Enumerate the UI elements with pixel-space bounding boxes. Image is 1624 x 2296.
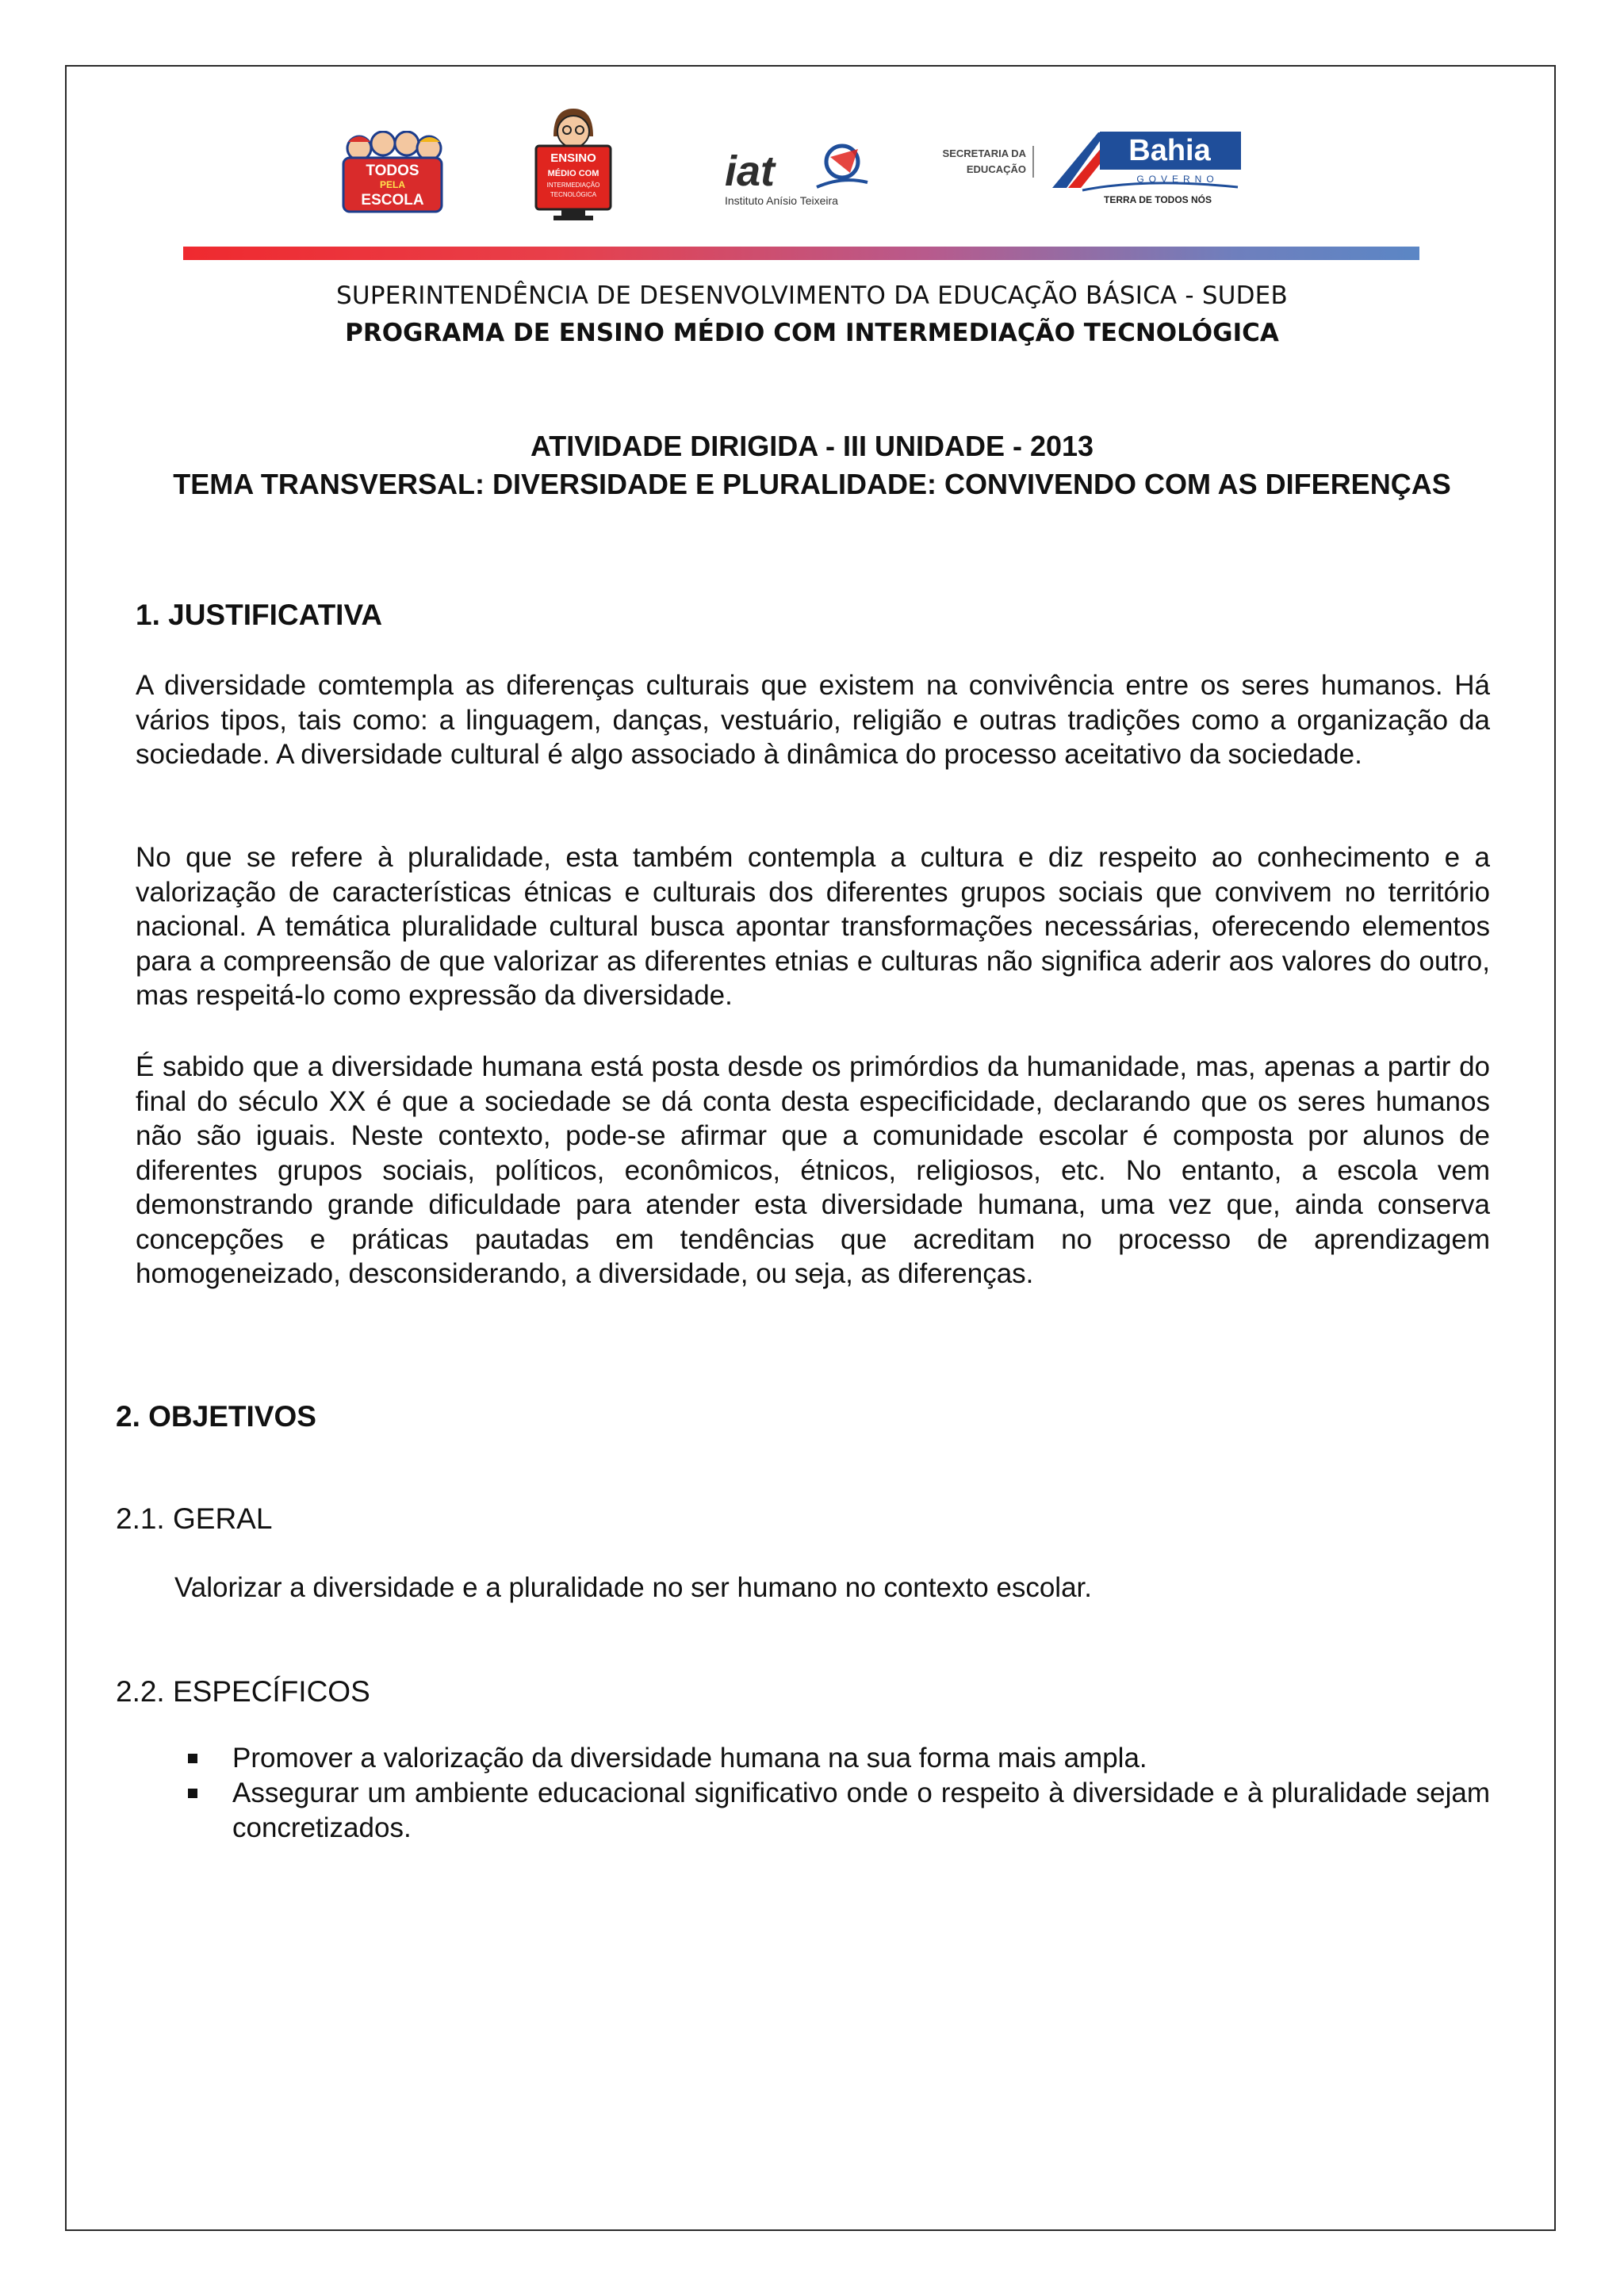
header-sudeb: SUPERINTENDÊNCIA DE DESENVOLVIMENTO DA EDUCAÇÃO BÁSICA - SUDEB <box>336 281 1288 310</box>
bahia-slogan: TERRA DE TODOS NÓS <box>1103 194 1212 205</box>
iat-logo <box>723 135 890 214</box>
bahia-name: Bahia <box>1128 134 1211 167</box>
ensino-line1: ENSINO <box>550 151 596 165</box>
secretaria-line2: EDUCAÇÃO <box>966 163 1026 175</box>
header-gradient-bar <box>183 247 1419 260</box>
document-title: ATIVIDADE DIRIGIDA - III UNIDADE - 2013 <box>530 430 1094 462</box>
ensino-medio-logo <box>530 105 617 224</box>
iat-name: iat <box>725 147 776 195</box>
document-theme: TEMA TRANSVERSAL: DIVERSIDADE E PLURALIDADE: CONVIVENDO COM AS DIFERENÇAS <box>173 468 1451 500</box>
justificativa-paragraph: A diversidade comtempla as diferenças culturais que existem na convivência entre os seres humanos. Há vários tipos, tais como: a linguagem, danças, vestuário, religião e outras tradições como a organização da sociedade. A diversidade cultural é algo associado à dinâmica do processo aceitativo da sociedade. <box>136 670 1490 770</box>
bullet-square-icon <box>188 1789 197 1798</box>
section-objetivos-heading: 2. OBJETIVOS <box>116 1400 316 1433</box>
justificativa-paragraph: No que se refere à pluralidade, esta também contempla a cultura e diz respeito ao conhecimento e a valorização de características étnicas e culturais dos diferentes grupos sociais que convivem no território nacional. A temática pluralidade cultural busca apontar transformações necessárias, oferecendo elementos para a compreensão de que valorizar as diferentes etnias e culturas não significa aderir aos valores do outro, mas respeitá-lo como expressão da diversidade. <box>136 842 1490 1011</box>
todos-line2: PELA <box>379 179 406 190</box>
iat-subtitle: Instituto Anísio Teixeira <box>725 194 838 207</box>
objetivos-especificos-heading: 2.2. ESPECÍFICOS <box>116 1675 370 1708</box>
todos-line1: TODOS <box>366 163 419 179</box>
objetivo-geral-text: Valorizar a diversidade e a pluralidade no ser humano no contexto escolar. <box>174 1572 1092 1603</box>
justificativa-paragraph: É sabido que a diversidade humana está posta desde os primórdios da humanidade, mas, apenas a partir do final do século XX é que a sociedade se dá conta desta especificidade, declarando que os seres humanos não são iguais. Neste contexto, pode-se afirmar que a comunidade escolar é composta por alunos de diferentes grupos sociais, políticos, econômicos, étnicos, religiosos, etc. No entanto, a escola vem demonstrando grande dificuldade para atender esta diversidade humana, uma vez que, ainda conserva concepções e práticas pautadas em tendências que acreditam no processo de aprendizagem homogeneizado, desconsiderando, a diversidade, ou seja, as diferenças. <box>136 1051 1490 1289</box>
ensino-line3: INTERMEDIAÇÃO <box>546 182 600 189</box>
list-item-text: Assegurar um ambiente educacional significativo onde o respeito à diversidade e à pluralidade sejam concretizados. <box>232 1777 1490 1843</box>
secretaria-educacao-logo <box>928 143 1039 190</box>
secretaria-line1: SECRETARIA DA <box>942 147 1026 159</box>
governo-bahia-logo <box>1051 128 1249 208</box>
logo-bar <box>0 0 1624 238</box>
bullet-square-icon <box>188 1754 197 1763</box>
section-justificativa-heading: 1. JUSTIFICATIVA <box>136 599 383 631</box>
list-item <box>181 1741 1490 1776</box>
ensino-line4: TECNOLÓGICA <box>550 191 597 198</box>
list-item <box>181 1776 1490 1846</box>
objetivo-geral-heading: 2.1. GERAL <box>116 1502 273 1535</box>
todos-line3: ESCOLA <box>361 192 424 209</box>
header-programa: PROGRAMA DE ENSINO MÉDIO COM INTERMEDIAÇÃO TECNOLÓGICA <box>345 319 1279 347</box>
todos-pela-escola-logo <box>337 131 448 214</box>
bahia-governo: GOVERNO <box>1136 174 1219 185</box>
ensino-line2: MÉDIO COM <box>547 169 599 178</box>
objetivos-especificos-list <box>181 1741 1490 1846</box>
list-item-text: Promover a valorização da diversidade humana na sua forma mais ampla. <box>232 1743 1147 1774</box>
